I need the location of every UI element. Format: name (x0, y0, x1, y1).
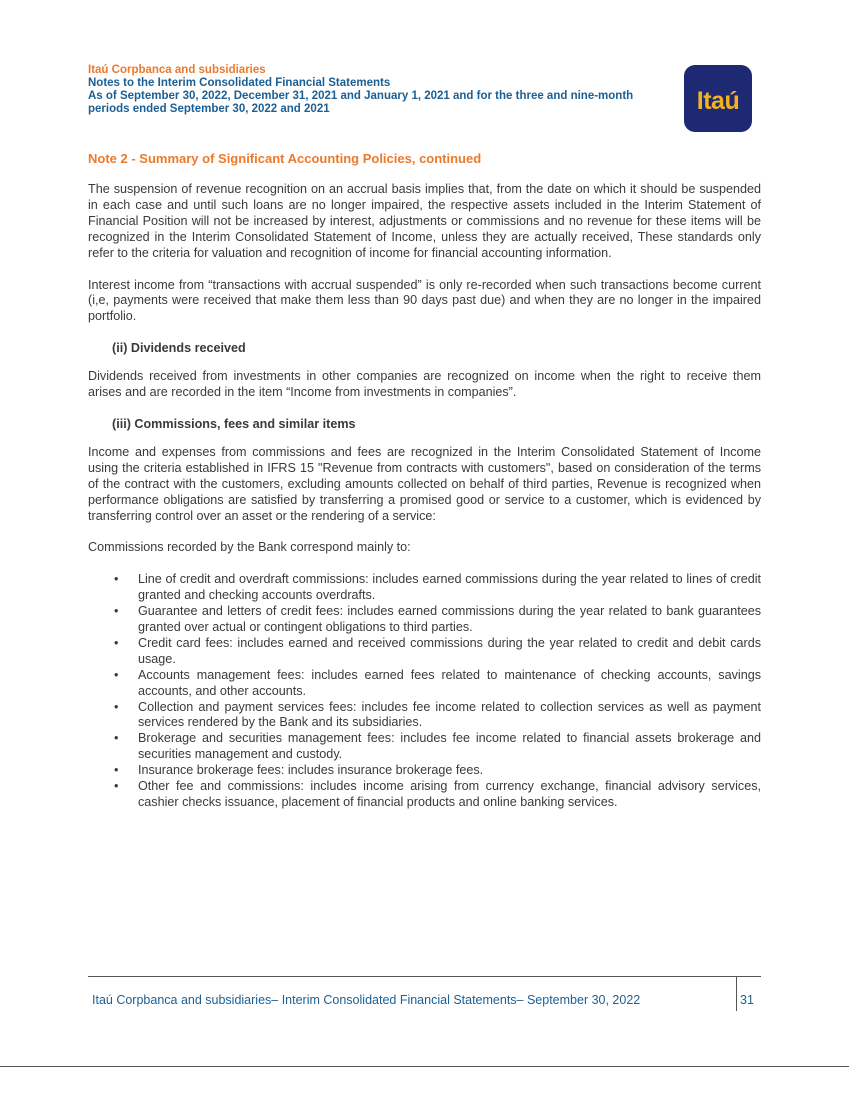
bullet-icon: • (114, 779, 119, 794)
list-item (88, 636, 761, 668)
list-item (88, 604, 761, 636)
bullet-icon: • (114, 763, 119, 778)
commissions-list (88, 572, 761, 811)
bullet-icon: • (114, 604, 119, 619)
itau-logo (684, 65, 752, 132)
list-item-text: Collection and payment services fees: includes fee income related to collection services as well as payment services rendered by the Bank and its subsidiaries. (138, 699, 761, 730)
list-item (88, 763, 761, 779)
list-item (88, 700, 761, 732)
section-heading-dividends: (ii) Dividends received (112, 341, 246, 356)
header-period: As of September 30, 2022, December 31, 2021 and January 1, 2021 and for the three and nine-month periods ended September 30, 2022 and 2021 (88, 90, 634, 115)
header-subtitle: Notes to the Interim Consolidated Financial Statements (88, 77, 391, 89)
bullet-icon: • (114, 731, 119, 746)
paragraph-dividends: Dividends received from investments in other companies are recognized on income when the right to receive them arises and are recorded in the item “Income from investments in companies”. (88, 369, 761, 400)
document-body (88, 182, 761, 811)
note-title: Note 2 - Summary of Significant Accounting Policies, continued (88, 151, 482, 166)
footer-divider (88, 976, 761, 977)
bullet-icon: • (114, 635, 119, 650)
list-item-text: Insurance brokerage fees: includes insurance brokerage fees. (138, 763, 484, 778)
list-item-text: Other fee and commissions: includes income arising from currency exchange, financial advisory services, cashier checks issuance, placement of financial products and online banking services. (138, 779, 761, 809)
list-item-text: Credit card fees: includes earned and received commissions during the year related to credit and debit cards usage. (138, 635, 761, 666)
footer-text: Itaú Corpbanca and subsidiaries– Interim Consolidated Financial Statements– September 30, 2022 (92, 993, 641, 1007)
bullet-icon: • (114, 667, 119, 682)
list-item (88, 668, 761, 700)
page-number: 31 (740, 993, 754, 1007)
paragraph-interest-income: Interest income from “transactions with accrual suspended” is only re-recorded when such transactions become current (i,e, payments were received that make them less than 90 days past due) and when they are no longer in the impaired portfolio. (88, 277, 761, 324)
list-item-text: Accounts management fees: includes earned fees related to maintenance of checking accounts, savings accounts, and other accounts. (138, 667, 761, 698)
company-name: Itaú Corpbanca and subsidiaries (88, 64, 266, 76)
list-item-text: Brokerage and securities management fees: includes fee income related to financial assets brokerage and securities management and custody. (138, 731, 761, 762)
paragraph-commissions-intro: Commissions recorded by the Bank correspond mainly to: (88, 540, 411, 555)
list-item (88, 779, 761, 811)
paragraph-commissions: Income and expenses from commissions and fees are recognized in the Interim Consolidated Statement of Income using the criteria established in IFRS 15 "Revenue from contracts with customers", based on consideration of the terms of the contract with the customers, excluding amounts collected on behalf of third parties, Revenue is recognized when performance obligations are satisfied by transferring a promised good or service to a customer, which is evidenced by transferring control over an asset or the rendering of a service: (88, 444, 761, 523)
footer-page-separator (736, 977, 737, 1011)
document-header (88, 64, 668, 116)
list-item-text: Guarantee and letters of credit fees: includes earned commissions during the year related to bank guarantees granted over actual or contingent obligations to third parties. (138, 604, 761, 635)
bullet-icon: • (114, 699, 119, 714)
list-item (88, 731, 761, 763)
paragraph-revenue-suspension: The suspension of revenue recognition on an accrual basis implies that, from the date on which it should be suspended in each case and until such loans are no longer impaired, the respective assets included in the Interim Statement of Financial Position will not be increased by interest, adjustments or commissions and no revenue for these items will be recognized in the Interim Consolidated Statement of Income, unless they are actually received, These standards only refer to the criteria for valuation and recognition of income for financial accounting information. (88, 182, 761, 260)
section-heading-commissions: (iii) Commissions, fees and similar items (112, 416, 356, 431)
bullet-icon: • (114, 572, 119, 587)
list-item (88, 572, 761, 604)
list-item-text: Line of credit and overdraft commissions: includes earned commissions during the year related to lines of credit granted and checking accounts overdrafts. (138, 572, 761, 603)
logo-text: Itaú (696, 87, 740, 115)
page-bottom-divider (0, 1066, 849, 1067)
